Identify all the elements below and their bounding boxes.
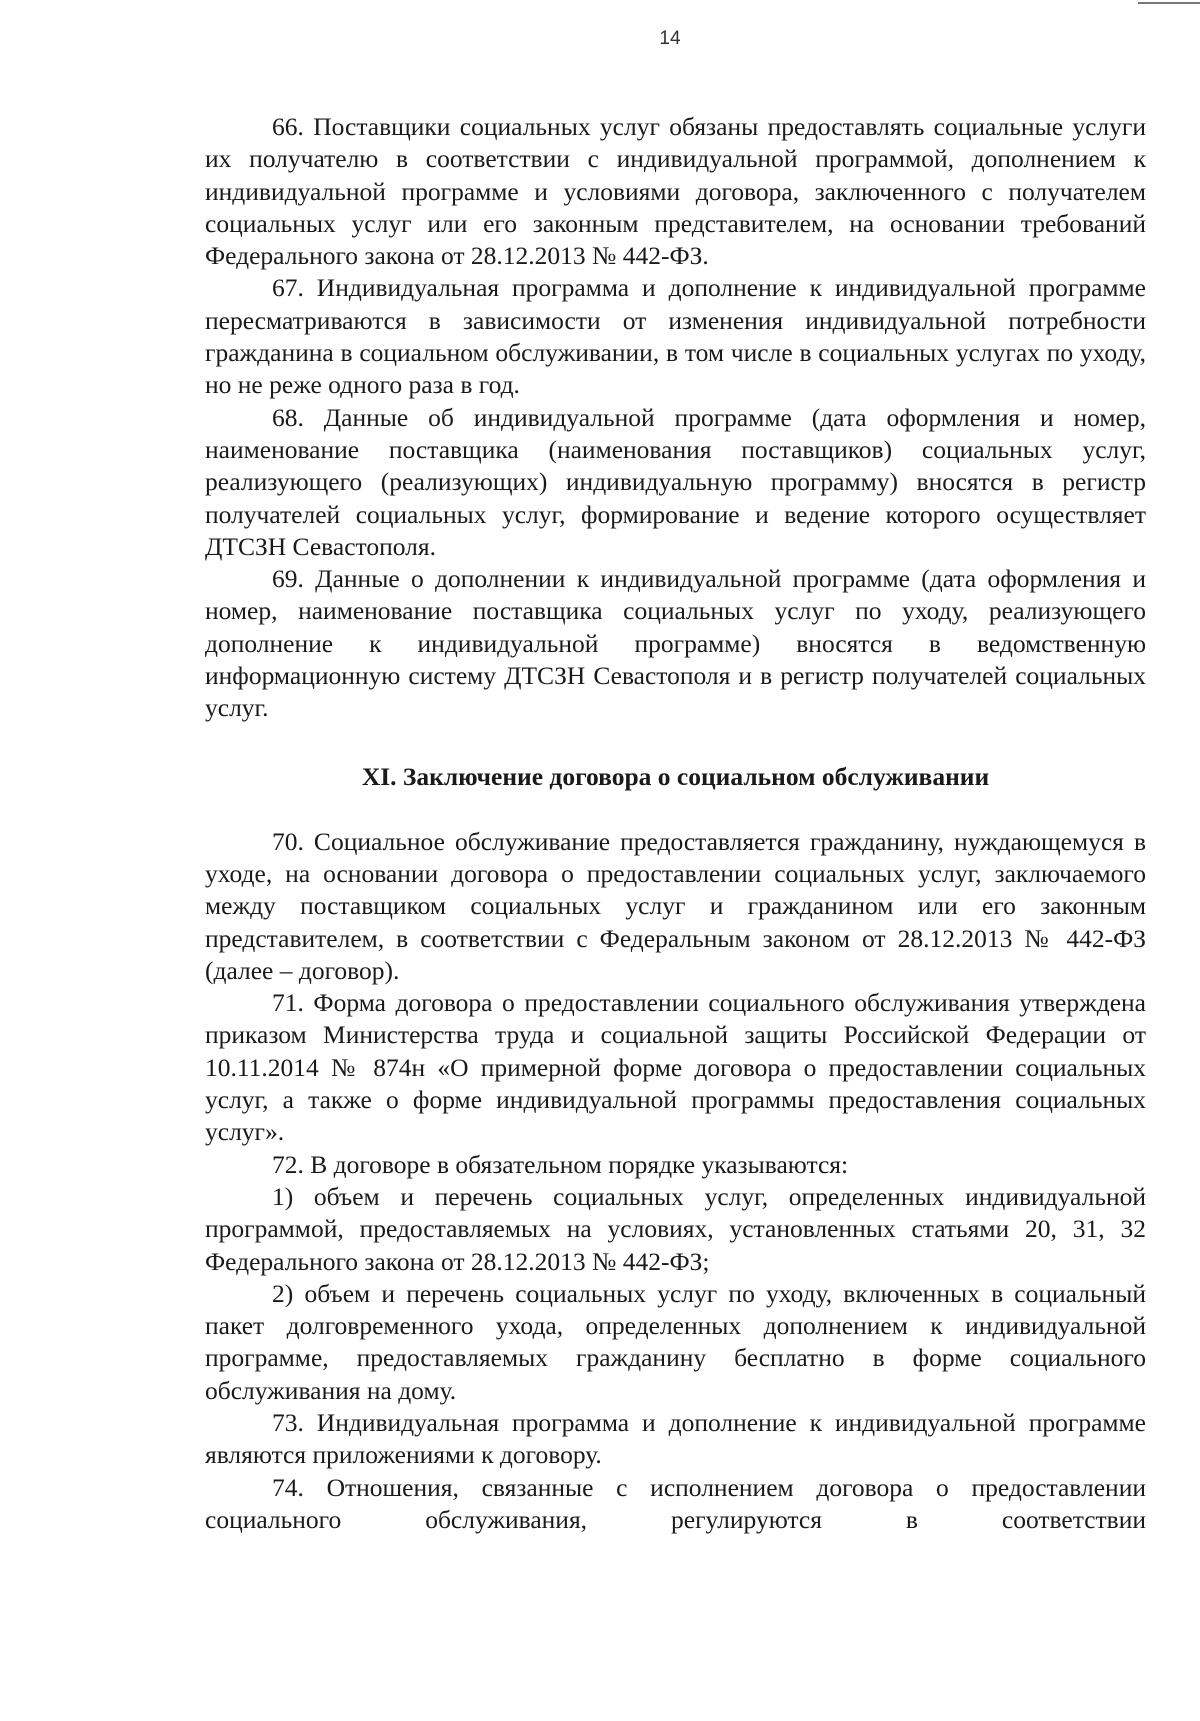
- document-body: [205, 111, 1146, 1536]
- paragraph-73: 73. Индивидуальная программа и дополнение к индивидуальной программе являются приложениями к договору.: [205, 1407, 1146, 1470]
- paragraph-72-item-2: 2) объем и перечень социальных услуг по уходу, включенных в социальный пакет долговременного ухода, определенных дополнением к индивидуальной программе, предоставляемых гражданину бесплатно в форме социального обслуживания на дому.: [205, 1278, 1146, 1405]
- scan-edge-rule: [1138, 2, 1200, 4]
- paragraph-74: 74. Отношения, связанные с исполнением договора о предоставлении социального обслуживания, регулируются в соответствии: [205, 1472, 1146, 1534]
- paragraph-70: 70. Социальное обслуживание предоставляется гражданину, нуждающемуся в уходе, на основании договора о предоставлении социальных услуг, заключаемого между поставщиком социальных услуг и гражданином или его законным представителем, в соответствии с Федеральным законом от 28.12.2013 № 442-ФЗ (далее – договор).: [205, 826, 1146, 985]
- paragraph-68: 68. Данные об индивидуальной программе (дата оформления и номер, наименование поставщика (наименования поставщиков) социальных услуг, реализующего (реализующих) индивидуальную программу) вносятся в регистр получателей социальных услуг, формирование и ведение которого осуществляет ДТСЗН Севастополя.: [205, 402, 1146, 561]
- page-number: 14: [659, 28, 681, 49]
- paragraph-67: 67. Индивидуальная программа и дополнение к индивидуальной программе пересматриваются в зависимости от изменения индивидуальной потребности гражданина в социальном обслуживании, в том числе в социальных услугах по уходу, но не реже одного раза в год.: [205, 273, 1146, 400]
- paragraph-72-item-1: 1) объем и перечень социальных услуг, определенных индивидуальной программой, предоставляемых на условиях, установленных статьями 20, 31, 32 Федерального закона от 28.12.2013 № 442-ФЗ;: [205, 1181, 1146, 1276]
- paragraph-69: 69. Данные о дополнении к индивидуальной программе (дата оформления и номер, наименование поставщика социальных услуг по уходу, реализующего дополнение к индивидуальной программе) вносятся в ведомственную информационную систему ДТСЗН Севастополя и в регистр получателей социальных услуг.: [205, 564, 1146, 723]
- paragraph-72: 72. В договоре в обязательном порядке указываются:: [272, 1149, 849, 1179]
- paragraph-66: 66. Поставщики социальных услуг обязаны предоставлять социальные услуги их получателю в соответствии с индивидуальной программой, дополнением к индивидуальной программе и условиями договора, заключенного с получателем социальных услуг или его законным представителем, на основании требований Федерального закона от 28.12.2013 № 442-ФЗ.: [205, 112, 1146, 271]
- section-heading-xi: XI. Заключение договора о социальном обслуживании: [361, 761, 990, 791]
- paragraph-71: 71. Форма договора о предоставлении социального обслуживания утверждена приказом Министерства труда и социальной защиты Российской Федерации от 10.11.2014 № 874н «О примерной форме договора о предоставлении социальных услуг, а также о форме индивидуальной программы предоставления социальных услуг».: [205, 988, 1146, 1147]
